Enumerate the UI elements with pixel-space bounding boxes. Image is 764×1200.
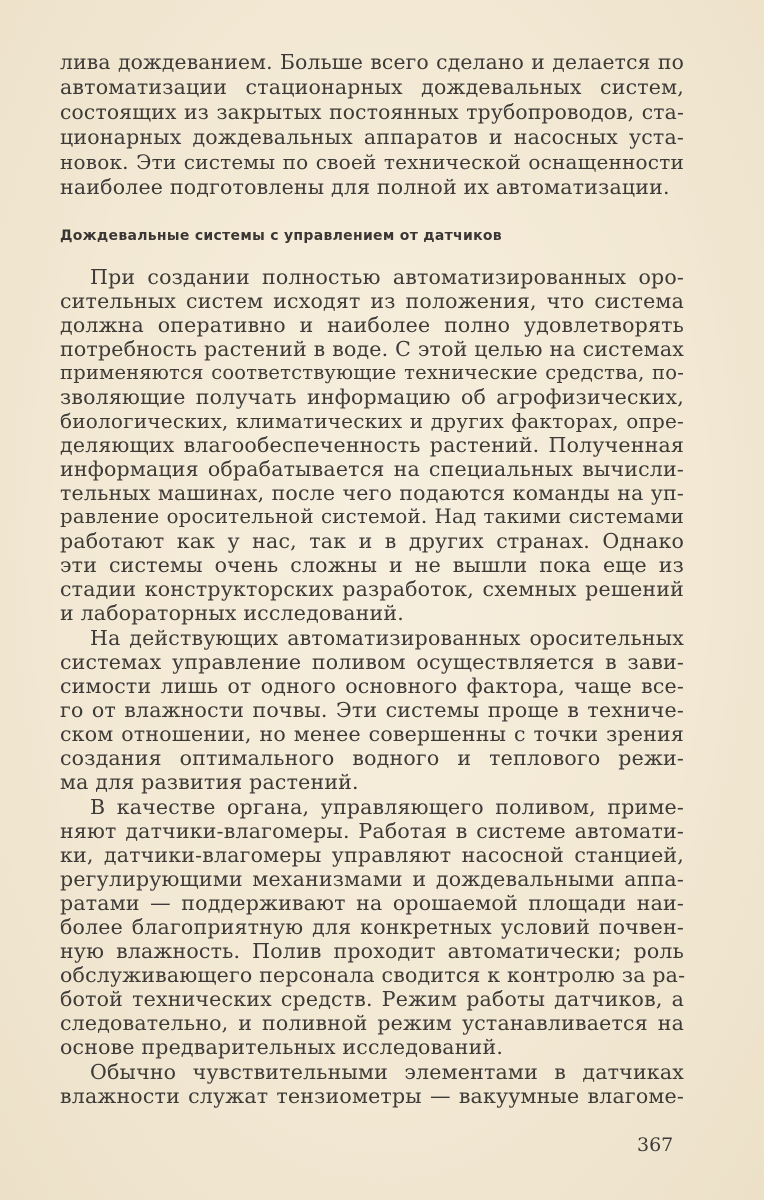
- text-line: ратами — поддерживают на орошаемой площади наи-: [60, 891, 684, 915]
- text-line: деляющих влагообеспеченность растений. Полученная: [60, 433, 684, 457]
- text-line: Обычно чувствительными элементами в датчиках: [90, 1060, 684, 1084]
- text-line: няют датчики-влагомеры. Работая в системе автомати-: [60, 819, 684, 843]
- text-line: информация обрабатывается на специальных вычисли-: [60, 457, 684, 481]
- text-line: ском отношении, но менее совершенны с точки зрения: [60, 722, 684, 746]
- text-line: го от влажности почвы. Эти системы проще в техниче-: [60, 698, 684, 722]
- text-line: ционарных дождевальных аппаратов и насосных уста-: [60, 125, 684, 149]
- text-line: работают как у нас, так и в других странах. Однако: [60, 529, 684, 553]
- text-line: тельных машинах, после чего подаются команды на уп-: [60, 481, 684, 505]
- text-line: эти системы очень сложны и не вышли пока еще из: [60, 553, 684, 577]
- text-line: основе предварительных исследований.: [60, 1035, 504, 1059]
- text-line: ма для развития растений.: [60, 770, 359, 794]
- text-line: следовательно, и поливной режим устанавливается на: [60, 1011, 684, 1035]
- section-heading: Дождевальные системы с управлением от датчиков: [60, 228, 502, 244]
- page-number: 367: [637, 1134, 674, 1156]
- text-line: симости лишь от одного основного фактора, чаще все-: [60, 674, 684, 698]
- text-line: регулирующими механизмами и дождевальными аппа-: [60, 867, 684, 891]
- text-line: применяются соответствующие технические средства, по-: [60, 361, 684, 384]
- text-line: биологических, климатических и других факторах, опре-: [60, 409, 684, 433]
- text-line: автоматизации стационарных дождевальных систем,: [60, 75, 684, 99]
- text-line: влажности служат тензиометры — вакуумные влагоме-: [60, 1084, 684, 1108]
- text-line: системах управление поливом осуществляется в зави-: [60, 650, 684, 674]
- text-line: ботой технических средств. Режим работы датчиков, а: [60, 987, 684, 1011]
- text-line: и лабораторных исследований.: [60, 601, 404, 625]
- text-line: равление оросительной системой. Над такими системами: [60, 505, 684, 528]
- text-line: На действующих автоматизированных оросительных: [90, 626, 684, 650]
- text-line: ную влажность. Полив проходит автоматически; роль: [60, 939, 684, 963]
- text-line: должна оперативно и наиболее полно удовлетворять: [60, 313, 684, 337]
- text-line: В качестве органа, управляющего поливом, приме-: [90, 795, 684, 819]
- text-line: обслуживающего персонала сводится к контролю за ра-: [60, 963, 686, 987]
- text-line: зволяющие получать информацию об агрофизических,: [60, 385, 684, 409]
- text-line: новок. Эти системы по своей технической оснащенности: [60, 150, 684, 174]
- text-line: создания оптимального водного и теплового режи-: [60, 746, 684, 770]
- text-line: наиболее подготовлены для полной их автоматизации.: [60, 175, 670, 199]
- text-line: ки, датчики-влагомеры управляют насосной станцией,: [60, 843, 684, 867]
- text-line: сительных систем исходят из положения, что система: [60, 289, 684, 313]
- text-line: лива дождеванием. Больше всего сделано и делается по: [60, 50, 684, 74]
- text-line: состоящих из закрытых постоянных трубопроводов, ста-: [60, 100, 684, 124]
- text-line: более благоприятную для конкретных условий почвен-: [60, 915, 684, 939]
- text-line: При создании полностью автоматизированных оро-: [90, 265, 684, 289]
- text-line: потребность растений в воде. С этой целью на системах: [60, 337, 684, 361]
- text-line: стадии конструкторских разработок, схемных решений: [60, 577, 684, 601]
